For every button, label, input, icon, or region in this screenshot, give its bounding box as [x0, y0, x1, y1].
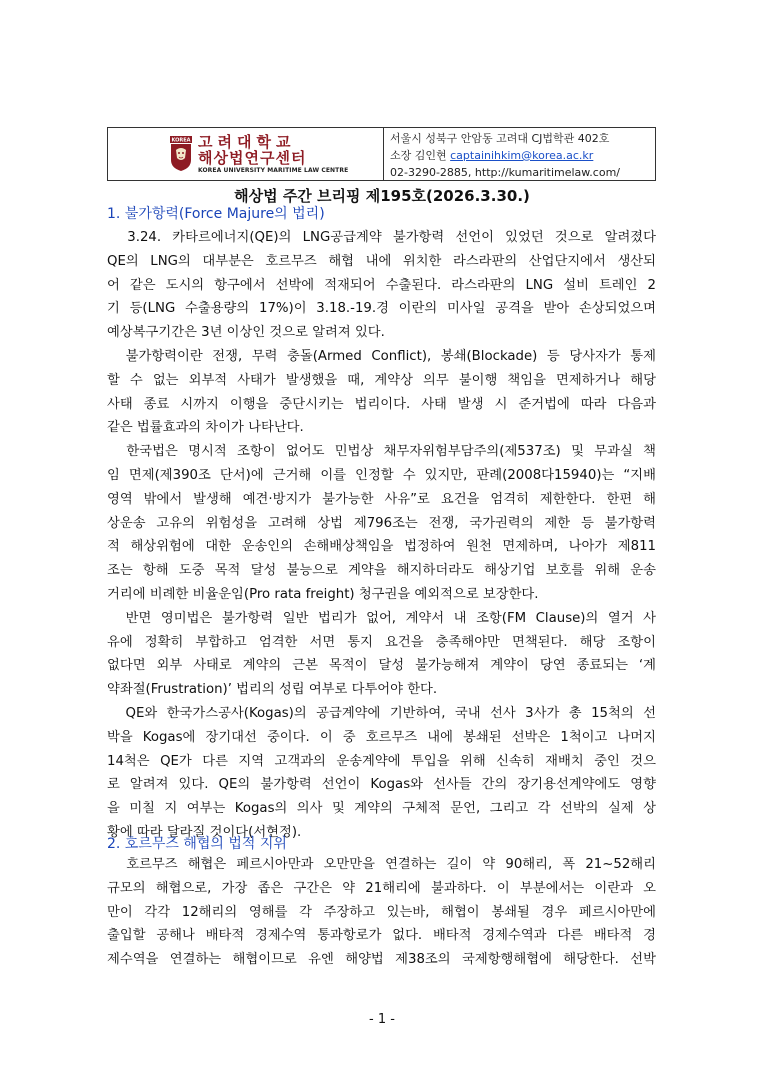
text-line: 만이 각각 12해리의 영해를 각 주장하고 있는바, 해협이 봉쇄될 경우 페르시아만에	[107, 904, 656, 920]
text-line: 거리에 비례한 비율운임(Pro rata freight) 청구권을 예외적으로 보장한다.	[107, 586, 539, 602]
text-line: 같은 법률효과의 차이가 나타난다.	[107, 420, 304, 436]
text-line: 사태 종료 시까지 이행을 중단시키는 법리이다. 사태 발생 시 준거법에 따라 다음과	[107, 396, 656, 412]
text-line: 없다면 외부 사태로 계약의 근본 목적이 달성 불가능해져 계약이 당연 종료되는 ‘계	[107, 658, 656, 674]
section-1-body	[107, 226, 656, 845]
address: 서울시 성북구 안암동 고려대 CJ법학관 402호	[390, 132, 610, 145]
center-name: 해상법연구센터	[198, 148, 307, 167]
svg-text:KOREA: KOREA	[171, 137, 191, 144]
text-line: 로 알려져 있다. QE의 불가항력 선언이 Kogas와 선사들 간의 장기용선계약에도 영향	[107, 777, 656, 793]
text-line: 황에 따라 달라질 것이다(서현정).	[107, 824, 302, 840]
paragraph	[107, 702, 656, 845]
text-line: 제수역을 연결하는 해협이므로 유엔 해양법 제38조의 국제항행해협에 해당한다. 선박	[107, 952, 656, 968]
text-line: 예상복구기간은 3년 이상인 것으로 알려져 있다.	[107, 325, 385, 341]
email-link[interactable]: captainihkim@korea.ac.kr	[450, 149, 594, 162]
center-name-english: KOREA UNIVERSITY MARITIME LAW CENTRE	[198, 166, 349, 174]
text-line: 한국법은 명시적 조항이 없어도 민법상 채무자위험부담주의(제537조) 및 무과실 책	[107, 444, 656, 460]
text-line: 규모의 해협으로, 가장 좁은 구간은 약 21해리에 불과하다. 이 부분에서는 이란과 오	[107, 880, 656, 896]
section-2-body	[107, 853, 656, 972]
text-line: 을 미칠 지 여부는 Kogas의 의사 및 계약의 구체적 문언, 그리고 각 선박의 실제 상	[107, 801, 656, 817]
text-line: 호르무즈 해협은 페르시아만과 오만만을 연결하는 길이 약 90해리, 폭 21~52해리	[107, 857, 656, 872]
text-line: QE의 LNG의 대부분은 호르무즈 해협 내에 위치한 라스라판의 산업단지에서 생산되	[107, 253, 656, 269]
text-line: 기 등(LNG 수출용량의 17%)이 3.18.-19.경 이란의 미사일 공격을 받아 손상되었으며	[107, 301, 656, 317]
text-line: 조는 항해 도중 목적 달성 불능으로 계약을 해지하더라도 해상기업 보호를 위해 운송	[107, 563, 656, 579]
text-line: 할 수 없는 외부적 사태가 발생했을 때, 계약상 의무 불이행 책임을 면제하거나 해당	[107, 372, 656, 388]
text-line: 임 면제(제390조 단서)에 근거해 이를 인정할 수 있지만, 판례(2008다15940)는 “지배	[107, 467, 656, 483]
text-line: 반면 영미법은 불가항력 일반 법리가 없어, 계약서 내 조항(FM Clause)의 열거 사	[107, 610, 656, 626]
center-logo	[108, 128, 384, 180]
text-line: 약좌절(Frustration)’ 법리의 성립 여부로 다투어야 한다.	[107, 682, 438, 698]
text-line: 적 해상위험에 대한 운송인의 손해배상책임을 법정하여 원천 면제하며, 나아가 제811	[107, 539, 656, 555]
paragraph	[107, 607, 656, 702]
text-line: 14척은 QE가 다른 지역 고객과의 운송계약에 투입을 위해 신속히 재배치 중인 것으	[107, 753, 656, 769]
text-line: 어 같은 도시의 항구에서 선박에 적재되어 수출된다. 라스라판의 LNG 설비 트레인 2	[107, 277, 656, 293]
korea-university-emblem-icon	[170, 136, 192, 172]
phone-website: 02-3290-2885, http://kumaritimelaw.com/	[390, 166, 620, 179]
text-line: QE와 한국가스공사(Kogas)의 공급계약에 기반하여, 국내 선사 3사가 총 15척의 선	[107, 705, 656, 721]
text-line: 영역 밖에서 발생해 예견·방지가 불가능한 사유”로 요건을 엄격히 제한한다. 한편 해	[107, 491, 656, 507]
director-line	[390, 147, 655, 164]
text-line: 박을 Kogas에 장기대선 중이다. 이 중 호르무즈 내에 봉쇄된 선박은 1척이고 나머지	[107, 729, 656, 745]
text-line: 불가항력이란 전쟁, 무력 충돌(Armed Conflict), 봉쇄(Blockade) 등 당사자가 통제	[107, 348, 656, 364]
text-line: 상운송 고유의 위험성을 고려해 상법 제796조는 전쟁, 국가권력의 제한 등 불가항력	[107, 515, 656, 531]
paragraph	[107, 440, 656, 607]
text-line: 출입할 공해나 배타적 경제수역 통과항로가 없다. 배타적 경제수역과 다른 배타적 경	[107, 928, 656, 944]
text-line: 유에 정확히 부합하고 엄격한 서면 통지 요건을 충족해야만 면책된다. 해당 조항이	[107, 634, 656, 650]
page-number: - 1 -	[369, 1012, 395, 1027]
director-name: 소장 김인현	[390, 149, 451, 162]
paragraph	[107, 226, 656, 345]
paragraph	[107, 345, 656, 440]
briefing-title: 해상법 주간 브리핑 제195호(2026.3.30.)	[234, 187, 530, 205]
text-line: 3.24. 카타르에너지(QE)의 LNG공급계약 불가항력 선언이 있었던 것으로 알려졌다	[107, 230, 656, 245]
contact-info	[384, 128, 655, 180]
section-2-heading: 2. 호르무즈 해협의 법적 지위	[107, 836, 287, 852]
letterhead	[107, 127, 656, 181]
university-name: 고려대학교	[198, 132, 296, 151]
paragraph	[107, 853, 656, 972]
section-1-heading: 1. 불가항력(Force Majure의 법리)	[107, 206, 325, 222]
